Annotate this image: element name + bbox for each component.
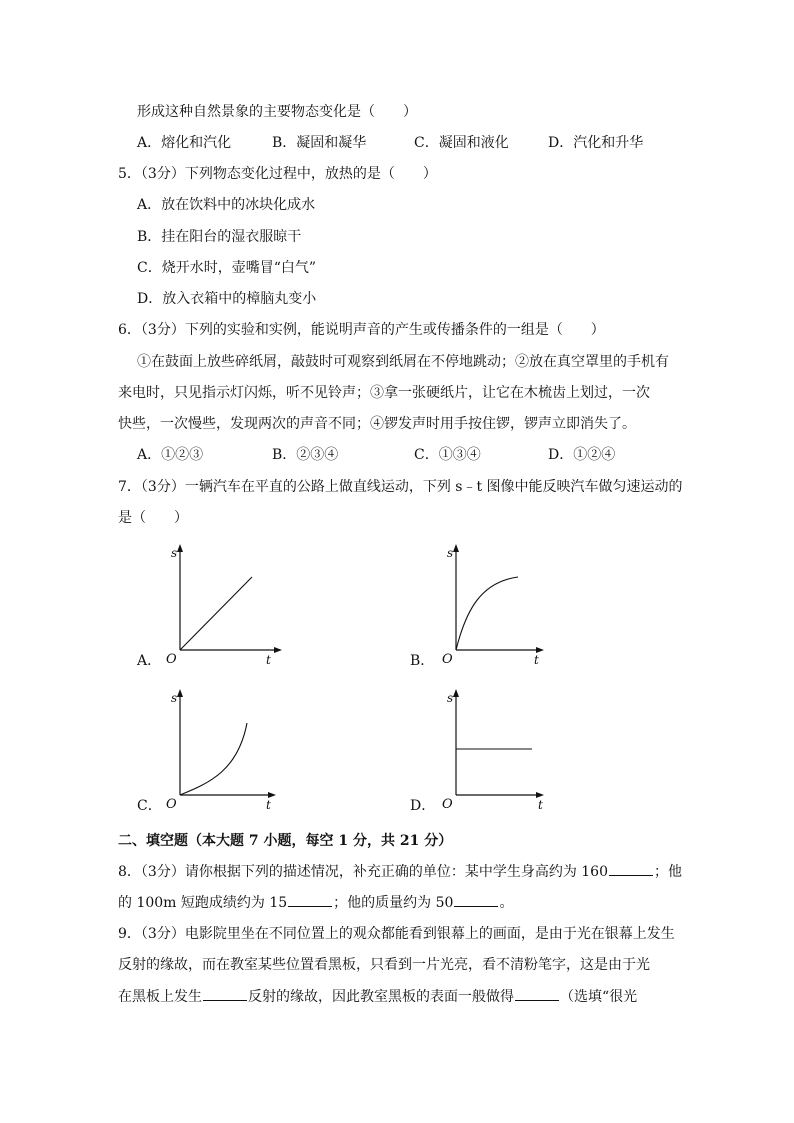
- q7-graph-d-option-label: D．: [410, 798, 436, 814]
- q6-body-line: ①在鼓面上放些碎纸屑，敲鼓时可观察到纸屑在不停地跳动；②放在真空罩里的手机有: [137, 354, 669, 370]
- q7-graph-b: [436, 540, 566, 670]
- q5-option-b: B．挂在阳台的湿衣服晾干: [137, 229, 302, 245]
- q6-option-a: A．①②③: [137, 447, 204, 463]
- x-axis-label: t: [266, 798, 271, 812]
- x-axis-label: t: [266, 653, 271, 667]
- section-heading: 二、填空题（本大题 7 小题，每空 1 分，共 21 分）: [118, 833, 453, 849]
- q7-stem-cont: 是（ ）: [118, 510, 188, 526]
- q8-text: 8．（3分）请你根据下列的描述情况，补充正确的单位：某中学生身高约为 160: [118, 864, 608, 880]
- q5-option-a: A．放在饮料中的冰块化成水: [137, 197, 316, 213]
- q8-text: 的 100m 短跑成绩约为 15: [118, 895, 288, 911]
- q9-text: （选填“很光: [560, 989, 638, 1005]
- y-axis-label: s: [171, 546, 178, 560]
- q6-option-d: D．①②④: [548, 447, 616, 463]
- q4-option-a: A．熔化和汽化: [137, 135, 232, 151]
- y-axis-label: s: [447, 546, 454, 560]
- q4-stem-tail: 形成这种自然景象的主要物态变化是（ ）: [137, 104, 417, 120]
- q7-graph-b-option-label: B．: [410, 653, 435, 669]
- q4-option-c: C．凝固和液化: [414, 135, 509, 151]
- y-axis-label: s: [447, 691, 454, 705]
- q8-line: [118, 861, 682, 882]
- q7-graph-c-option-label: C．: [137, 798, 162, 814]
- x-axis-label: t: [538, 798, 543, 812]
- q9-line: [118, 986, 637, 1007]
- answer-blank[interactable]: [203, 986, 247, 1001]
- q8-text: ；他: [653, 864, 682, 880]
- q7-graph-a-option-label: A．: [137, 653, 162, 669]
- q6-option-c: C．①③④: [414, 447, 481, 463]
- q7-graph-c: [160, 685, 290, 815]
- q8-line: [118, 892, 513, 913]
- q7-graph-d: [436, 685, 566, 815]
- answer-blank[interactable]: [515, 986, 559, 1001]
- q6-stem: 6．（3分）下列的实验和实例，能说明声音的产生或传播条件的一组是（ ）: [118, 322, 605, 338]
- q6-body-line: 来电时，只见指示灯闪烁，听不见铃声；③拿一张硬纸片，让它在木梳齿上划过，一次: [118, 385, 650, 401]
- q8-text: ；他的质量约为 50: [333, 895, 454, 911]
- origin-label: O: [166, 652, 177, 667]
- q9-text: 反射的缘故，因此教室黑板的表面一般做得: [248, 989, 514, 1005]
- answer-blank[interactable]: [288, 892, 332, 907]
- q5-stem: 5．（3分）下列物态变化过程中，放热的是（ ）: [118, 166, 437, 182]
- q5-option-d: D．放入衣箱中的樟脑丸变小: [137, 291, 317, 307]
- q6-body-line: 快些，一次慢些，发现两次的声音不同；④锣发声时用手按住锣，锣声立即消失了。: [118, 416, 636, 432]
- origin-label: O: [442, 797, 453, 812]
- q6-option-b: B．②③④: [272, 447, 339, 463]
- x-axis-label: t: [534, 653, 539, 667]
- q7-stem: 7．（3分）一辆汽车在平直的公路上做直线运动，下列 s﹣t 图像中能反映汽车做匀速运动的: [118, 479, 683, 495]
- answer-blank[interactable]: [454, 892, 498, 907]
- q9-line: 反射的缘故，而在教室某些位置看黑板，只看到一片光亮，看不清粉笔字，这是由于光: [118, 957, 650, 973]
- origin-label: O: [166, 797, 177, 812]
- q9-line: 9．（3分）电影院里坐在不同位置上的观众都能看到银幕上的画面，是由于光在银幕上发生: [118, 926, 675, 942]
- q5-option-c: C．烧开水时，壶嘴冒“白气”: [137, 260, 317, 276]
- y-axis-label: s: [171, 691, 178, 705]
- q7-graph-a: [160, 540, 290, 670]
- q4-option-d: D．汽化和升华: [548, 135, 644, 151]
- q4-option-b: B．凝固和凝华: [272, 135, 367, 151]
- q9-text: 在黑板上发生: [118, 989, 202, 1005]
- q8-text: 。: [499, 895, 514, 911]
- origin-label: O: [442, 652, 453, 667]
- answer-blank[interactable]: [609, 861, 653, 876]
